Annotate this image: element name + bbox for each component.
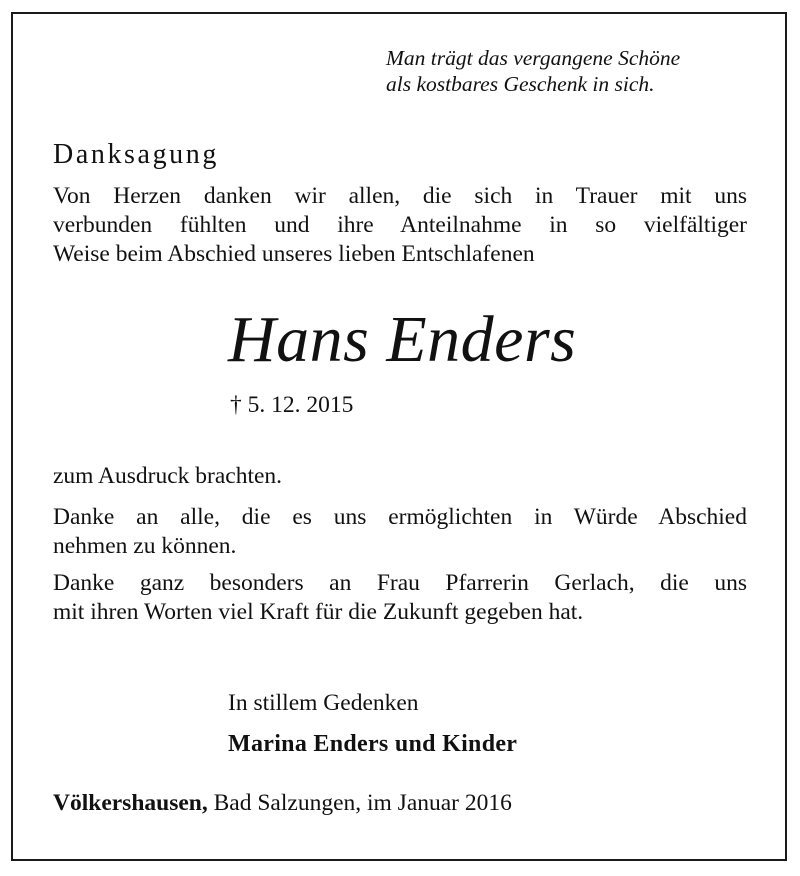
motto-quote [386,45,680,97]
thanks-dignity-paragraph [53,503,747,561]
thanks-line: mit ihren Worten viel Kraft für die Zukunft gegeben hat. [53,599,584,625]
closing-line: zum Ausdruck brachten. [53,463,283,489]
intro-line: Von Herzen danken wir allen, die sich in Trauer mit uns [53,183,747,209]
motto-line: als kostbares Geschenk in sich. [386,72,655,96]
place-date-text: Bad Salzungen, im Januar 2016 [207,790,512,816]
death-date: † 5. 12. 2015 [230,392,354,418]
signature-greeting: In stillem Gedenken [228,690,419,716]
intro-line: verbunden fühlten und ihre Anteilnahme in so vielfältiger [53,212,747,238]
thanks-line: nehmen zu können. [53,533,237,559]
intro-line: Weise beim Abschied unseres lieben Entschlafenen [53,241,535,267]
thanks-pastor-paragraph [53,569,747,627]
thanks-line: Danke an alle, die es uns ermöglichten in Würde Abschied [53,504,747,530]
signature-names: Marina Enders und Kinder [228,731,518,757]
place-and-date [53,790,512,817]
thanks-line: Danke ganz besonders an Frau Pfarrerin Gerlach, die uns [53,570,747,596]
motto-line: Man trägt das vergangene Schöne [386,46,681,70]
place-name: Völkershausen, [53,790,208,816]
deceased-name: Hans Enders [228,303,577,376]
notice-heading: Danksagung [53,139,219,170]
intro-paragraph [53,182,747,269]
